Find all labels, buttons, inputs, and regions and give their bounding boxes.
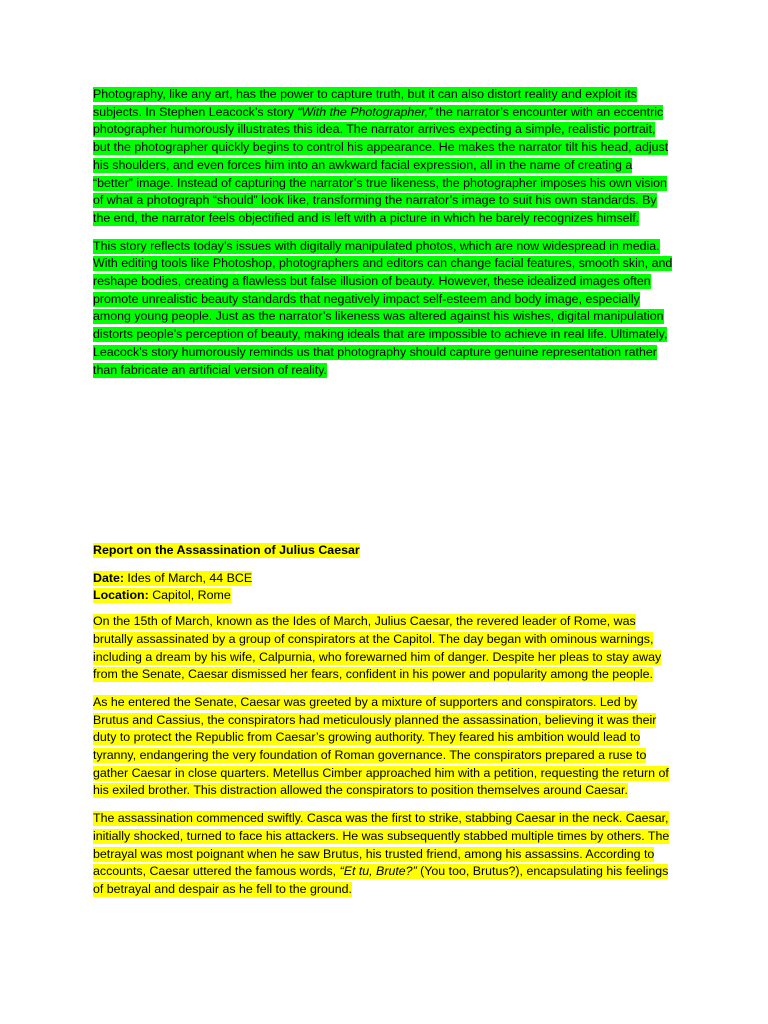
report-paragraph-1 — [93, 613, 675, 684]
location-label: Location: — [93, 588, 149, 603]
report-p3-text-a: The assassination commenced swiftly. Casca was the first to strike, stabbing Caesar in the neck. Caesar, initially shocked, turned to face his attackers. He was subsequently stabbed multiple times by others. The betrayal was most poignant when he saw Brutus, his trusted friend, among his assassins. According to accounts, Caesar uttered the famous words, — [93, 811, 670, 879]
report-p1-text: On the 15th of March, known as the Ides of March, Julius Caesar, the revered leader of Rome, was brutally assassinated by a group of conspirators at the Capitol. The day began with ominous warnings, including a dream by his wife, Calpurnia, who forewarned him of danger. Despite her pleas to stay away from the Senate, Caesar dismissed her fears, confident in his power and popularity among the people. — [93, 614, 662, 682]
report-p2-text: As he entered the Senate, Caesar was greeted by a mixture of supporters and conspirators. Led by Brutus and Cassius, the conspirators had meticulously planned the assassination, believing it was their duty to protect the Republic from Caesar’s growing authority. They feared his ambition would lead to tyranny, endangering the very foundation of Roman governance. The conspirators prepared a ruse to gather Caesar in close quarters. Metellus Cimber approached him with a petition, requesting the return of his exiled brother. This distraction allowed the conspirators to position themselves around Caesar. — [93, 694, 669, 798]
report-title-text: Report on the Assassination of Julius Caesar — [93, 543, 360, 557]
essay-p1-text-a: Photography, like any art, has the power to capture truth, but it can also distort reality and exploit its subjects. In Stephen Leacock’s story — [93, 87, 637, 119]
report-p3-text-b: (You too, Brutus?), encapsulating his feelings of betrayal and despair as he fell to the ground. — [93, 864, 669, 896]
report-title — [93, 542, 675, 560]
quote-italic: “Et tu, Brute?” — [339, 864, 417, 879]
report-paragraph-3 — [93, 810, 675, 899]
date-label: Date: — [93, 570, 124, 585]
essay-p2-text: This story reflects today’s issues with digitally manipulated photos, which are now widespread in media. With editing tools like Photoshop, photographers and editors can change facial features, smooth skin, and reshape bodies, creating a flawless but false illusion of beauty. However, these idealized images often promote unrealistic beauty standards that negatively impact self-esteem and body image, especially among young people. Just as the narrator’s likeness was altered against his wishes, digital manipulation distorts people’s perception of beauty, making ideals that are impossible to achieve in real life. Ultimately, Leacock’s story humorously reminds us that photography should capture genuine representation rather than fabricate an artificial version of reality. — [93, 238, 673, 377]
report-section — [93, 542, 675, 909]
report-meta — [93, 570, 675, 605]
essay-paragraph-2 — [93, 238, 675, 380]
date-value: Ides of March, 44 BCE — [123, 570, 253, 585]
location-value: Capitol, Rome — [148, 588, 231, 603]
story-title: “With the Photographer,” — [297, 104, 433, 119]
essay-section — [93, 86, 675, 389]
essay-paragraph-1 — [93, 86, 675, 228]
report-paragraph-2 — [93, 694, 675, 800]
essay-p1-text-b: the narrator’s encounter with an eccentric photographer humorously illustrates this idea. The narrator arrives expecting a simple, realistic portrait, but the photographer quickly begins to control his appearance. He makes the narrator tilt his head, adjust his shoulders, and even forces him into an awkward facial expression, all in the name of creating a “better” image. Instead of capturing the narrator’s true likeness, the photographer imposes his own vision of what a photograph “should” look like, transforming the narrator’s image to suit his own standards. By the end, the narrator feels objectified and is left with a picture in which he barely recognizes himself. — [93, 104, 669, 225]
